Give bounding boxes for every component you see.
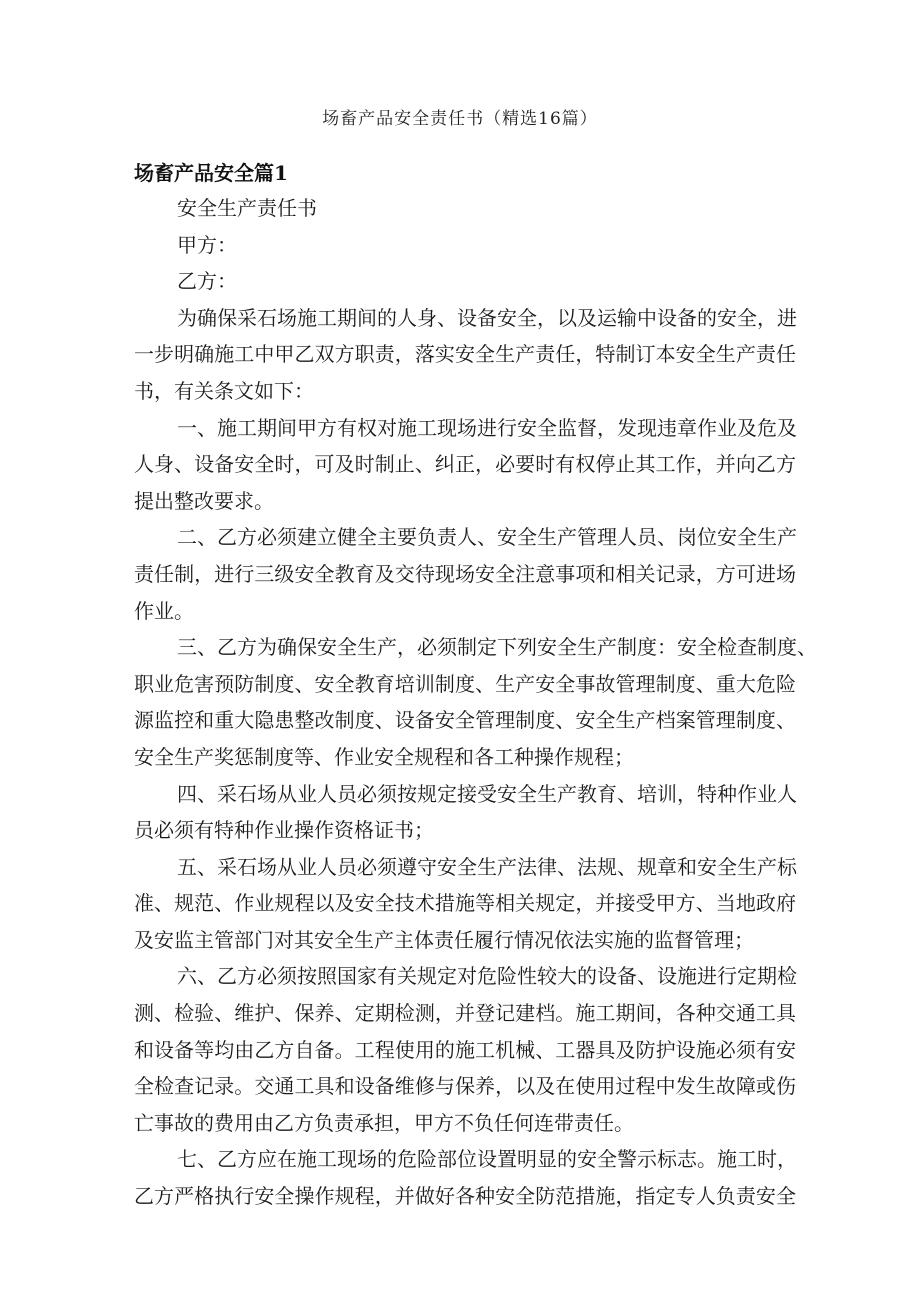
paragraph-line: 作业。 [134, 598, 194, 623]
paragraph-line: 为确保采石场施工期间的人身、设备安全，以及运输中设备的安全，进 [177, 305, 797, 330]
paragraph-line: 安全生产责任书 [177, 196, 317, 220]
paragraph-line: 乙方： [177, 269, 237, 294]
paragraph-line: 准、规范、作业规程以及安全技术措施等相关规定，并接受甲方、当地政府 [134, 891, 796, 916]
paragraph-line: 书，有关条文如下： [134, 378, 314, 403]
paragraph-line: 及安监主管部门对其安全生产主体责任履行情况依法实施的监督管理； [134, 927, 754, 952]
paragraph-line: 七、乙方应在施工现场的危险部位设置明显的安全警示标志。施工时， [177, 1147, 797, 1172]
paragraph-line: 一、施工期间甲方有权对施工现场进行安全监督，发现违章作业及危及 [177, 415, 797, 440]
paragraph-line: 甲方： [177, 232, 237, 257]
paragraph-line: 一步明确施工中甲乙双方职责，落实安全生产责任，特制订本安全生产责任 [134, 342, 796, 367]
document-title: 场畜产品安全责任书（精选16篇） [322, 109, 598, 129]
paragraph-line: 全检查记录。交通工具和设备维修与保养，以及在使用过程中发生故障或伤 [134, 1074, 796, 1099]
paragraph-line: 六、乙方必须按照国家有关规定对危险性较大的设备、设施进行定期检 [177, 964, 797, 989]
paragraph-line: 和设备等均由乙方自备。工程使用的施工机械、工器具及防护设施必须有安 [134, 1037, 796, 1062]
document-body [134, 190, 817, 1215]
paragraph-line: 亡事故的费用由乙方负责承担，甲方不负任何连带责任。 [134, 1110, 634, 1135]
paragraph-line: 二、乙方必须建立健全主要负责人、安全生产管理人员、岗位安全生产 [177, 525, 797, 550]
paragraph-line: 三、乙方为确保安全生产，必须制定下列安全生产制度：安全检查制度、 [177, 635, 817, 660]
paragraph-line: 乙方严格执行安全操作规程，并做好各种安全防范措施，指定专人负责安全 [134, 1184, 796, 1209]
section-heading: 场畜产品安全篇1 [134, 161, 288, 185]
paragraph-line: 提出整改要求。 [134, 488, 274, 513]
paragraph-line: 五、采石场从业人员必须遵守安全生产法律、法规、规章和安全生产标 [177, 854, 797, 879]
paragraph-line: 员必须有特种作业操作资格证书； [134, 818, 434, 843]
paragraph-line: 职业危害预防制度、安全教育培训制度、生产安全事故管理制度、重大危险 [134, 671, 796, 696]
paragraph-line: 人身、设备安全时，可及时制止、纠正，必要时有权停止其工作，并向乙方 [134, 452, 796, 477]
paragraph-line: 源监控和重大隐患整改制度、设备安全管理制度、安全生产档案管理制度、 [134, 708, 796, 733]
paragraph-line: 测、检验、维护、保养、定期检测，并登记建档。施工期间，各种交通工具 [134, 1001, 796, 1026]
paragraph-line: 安全生产奖惩制度等、作业安全规程和各工种操作规程； [134, 744, 634, 769]
paragraph-line: 责任制，进行三级安全教育及交待现场安全注意事项和相关记录，方可进场 [134, 561, 796, 586]
paragraph-line: 四、采石场从业人员必须按规定接受安全生产教育、培训，特种作业人 [177, 781, 797, 806]
